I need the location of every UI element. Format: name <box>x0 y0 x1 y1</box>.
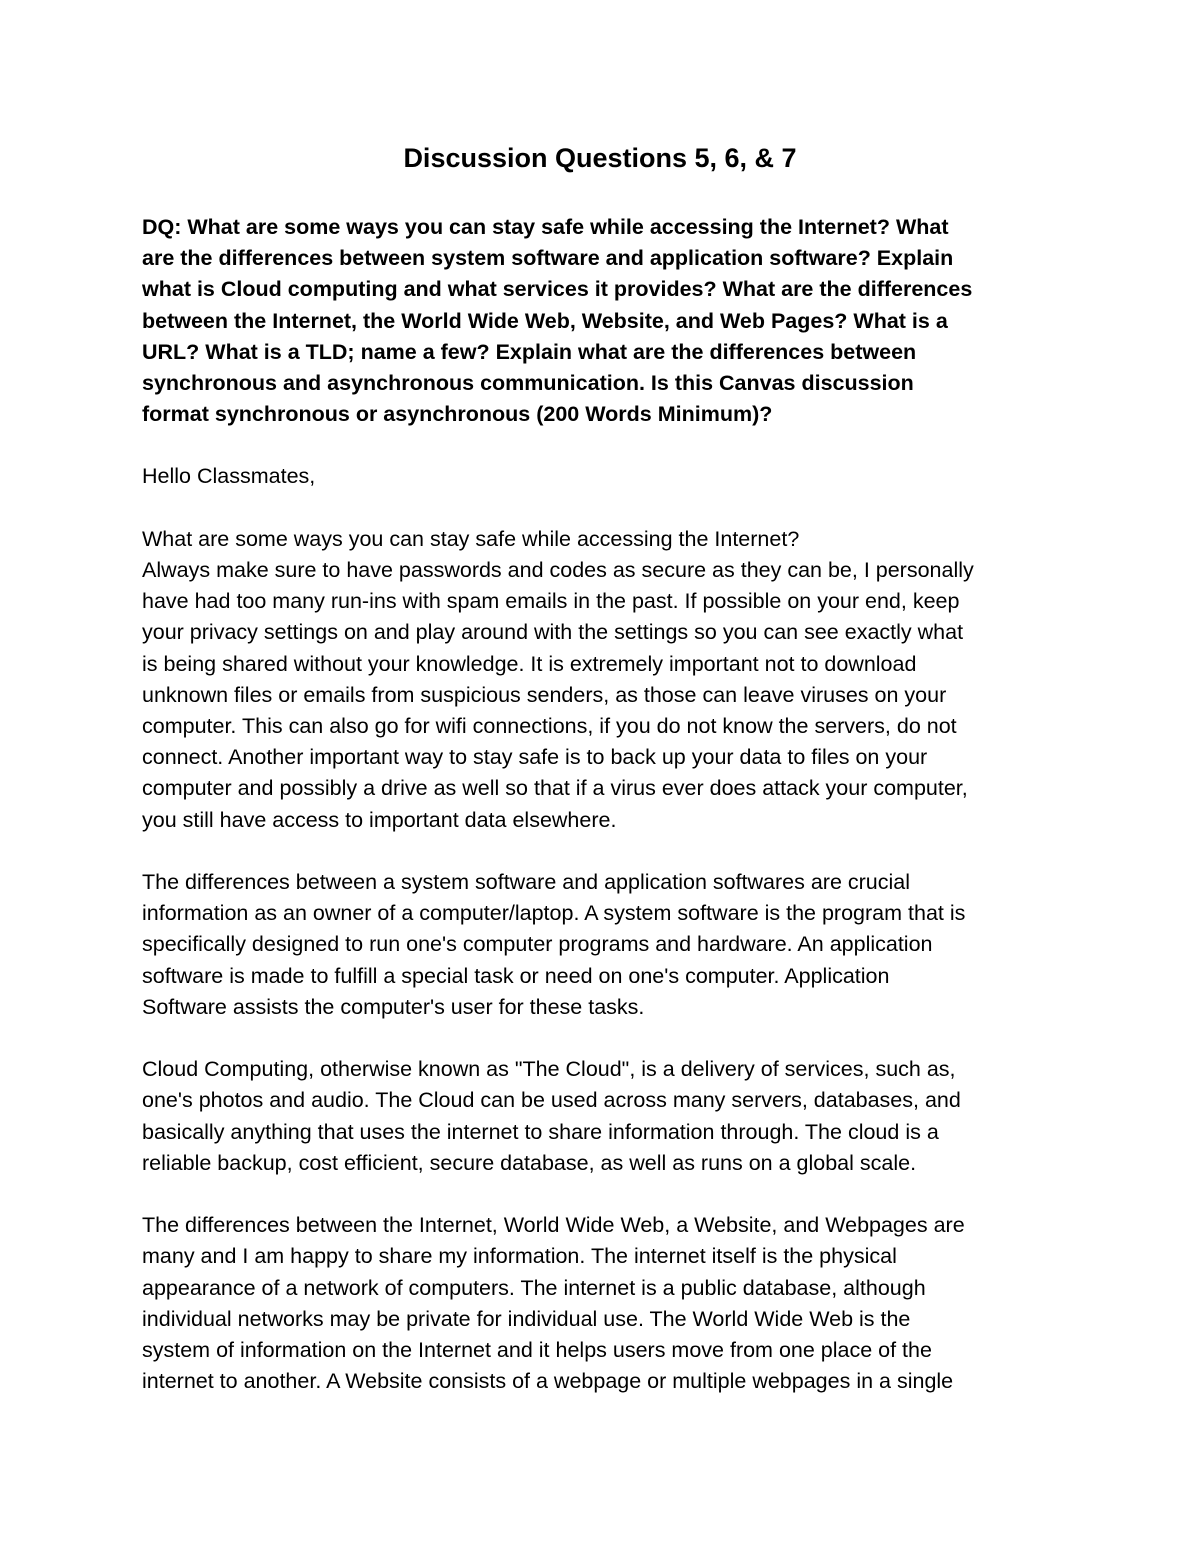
question-line: DQ: What are some ways you can stay safe while accessing the Internet? What <box>142 215 949 239</box>
paragraph-line: unknown files or emails from suspicious senders, as those can leave viruses on your <box>142 682 947 707</box>
paragraph-line: information as an owner of a computer/laptop. A system software is the program that is <box>142 901 966 926</box>
paragraph-line: specifically designed to run one's computer programs and hardware. An application <box>142 932 933 957</box>
discussion-question <box>142 212 1064 430</box>
paragraph-line: is being shared without your knowledge. It is extremely important not to download <box>142 651 917 676</box>
paragraph-line: system of information on the Internet and it helps users move from one place of the <box>142 1338 932 1363</box>
paragraph-line: software is made to fulfill a special task or need on one's computer. Application <box>142 963 890 988</box>
document-body <box>142 212 1064 1397</box>
paragraph-software <box>142 867 1064 1023</box>
paragraph-line: internet to another. A Website consists of a webpage or multiple webpages in a single <box>142 1369 954 1394</box>
question-line: between the Internet, the World Wide Web, Website, and Web Pages? What is a <box>142 308 948 333</box>
paragraph-line: appearance of a network of computers. The internet is a public database, although <box>142 1275 926 1300</box>
paragraph-line: Always make sure to have passwords and codes as secure as they can be, I personally <box>142 558 974 583</box>
question-line: are the differences between system software and application software? Explain <box>142 246 954 271</box>
document-title: Discussion Questions 5, 6, & 7 <box>403 143 797 173</box>
question-line: synchronous and asynchronous communication. Is this Canvas discussion <box>142 371 914 396</box>
question-line: what is Cloud computing and what services it provides? What are the differences <box>142 277 973 302</box>
paragraph-cloud-computing <box>142 1054 1064 1179</box>
paragraph-line: computer and possibly a drive as well so that if a virus ever does attack your computer, <box>142 776 968 801</box>
paragraph-line: you still have access to important data elsewhere. <box>142 807 617 832</box>
paragraph-line: have had too many run-ins with spam emails in the past. If possible on your end, keep <box>142 589 960 614</box>
paragraph-line: The differences between the Internet, World Wide Web, a Website, and Webpages are <box>142 1213 965 1238</box>
paragraph-internet-safety <box>142 524 1064 836</box>
paragraph-line: computer. This can also go for wifi connections, if you do not know the servers, do not <box>142 714 957 739</box>
paragraph-line: many and I am happy to share my information. The internet itself is the physical <box>142 1244 897 1269</box>
paragraph-line: individual networks may be private for individual use. The World Wide Web is the <box>142 1306 911 1331</box>
paragraph-line: reliable backup, cost efficient, secure database, as well as runs on a global scale. <box>142 1150 917 1175</box>
paragraph-line: What are some ways you can stay safe while accessing the Internet? <box>142 526 800 551</box>
paragraph-line: one's photos and audio. The Cloud can be used across many servers, databases, and <box>142 1088 961 1113</box>
question-line: URL? What is a TLD; name a few? Explain what are the differences between <box>142 339 917 364</box>
paragraph-line: basically anything that uses the internet to share information through. The cloud is a <box>142 1119 939 1144</box>
paragraph-line: Software assists the computer's user for these tasks. <box>142 994 645 1019</box>
paragraph-line: Cloud Computing, otherwise known as "The Cloud", is a delivery of services, such as, <box>142 1057 956 1082</box>
paragraph-line: your privacy settings on and play around with the settings so you can see exactly what <box>142 620 964 645</box>
paragraph-internet-web <box>142 1210 1064 1397</box>
question-line: format synchronous or asynchronous (200 Words Minimum)? <box>142 402 773 427</box>
paragraph-line: The differences between a system software and application softwares are crucial <box>142 870 911 895</box>
greeting: Hello Classmates, <box>142 464 316 489</box>
paragraph-line: connect. Another important way to stay safe is to back up your data to files on your <box>142 745 928 770</box>
